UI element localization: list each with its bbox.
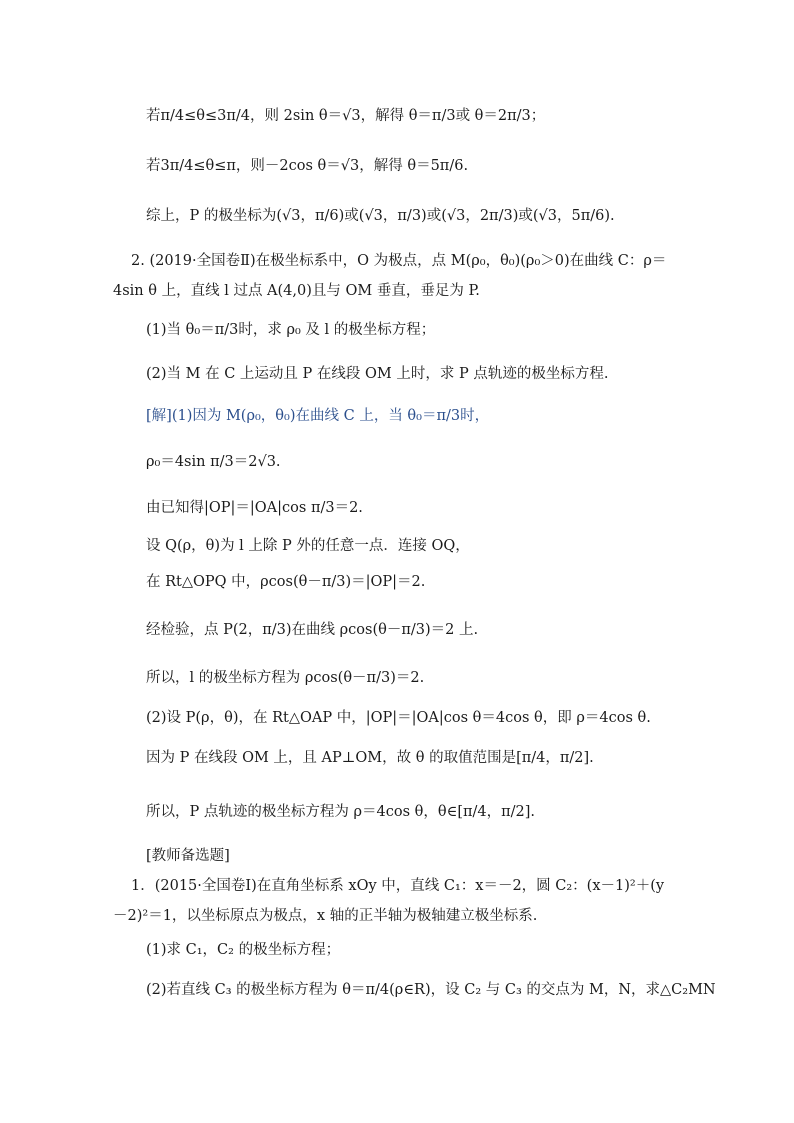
problem-statement: －2)²＝1，以坐标原点为极点，x 轴的正半轴为极轴建立极坐标系.: [113, 908, 538, 924]
problem-statement: 4sin θ 上，直线 l 过点 A(4,0)且与 OM 垂直，垂足为 P.: [113, 283, 480, 299]
solution-line: 因为 P 在线段 OM 上，且 AP⊥OM，故 θ 的取值范围是[π/4，π/2].: [146, 750, 594, 766]
sub-question: (1)求 C₁，C₂ 的极坐标方程；: [146, 942, 341, 958]
sub-question: (2)若直线 C₃ 的极坐标方程为 θ＝π/4(ρ∈R)，设 C₂ 与 C₃ 的交点为 M，N，求△C₂MN: [146, 982, 716, 998]
solution-line: 所以，l 的极坐标方程为 ρcos(θ－π/3)＝2.: [146, 670, 425, 686]
sub-question: (2)当 M 在 C 上运动且 P 在线段 OM 上时，求 P 点轨迹的极坐标方程.: [146, 366, 609, 382]
sub-question: (1)当 θ₀＝π/3时，求 ρ₀ 及 l 的极坐标方程；: [146, 322, 436, 338]
solution-line: 由已知得|OP|＝|OA|cos π/3＝2.: [146, 500, 363, 516]
problem-statement: 1．(2015·全国卷Ⅰ)在直角坐标系 xOy 中，直线 C₁：x＝－2，圆 C₂：(x－1)²＋(y: [131, 878, 665, 894]
section-label: [教师备选题]: [146, 848, 230, 864]
problem-statement: 2. (2019·全国卷Ⅱ)在极坐标系中，O 为极点，点 M(ρ₀，θ₀)(ρ₀＞0)在曲线 C：ρ＝: [131, 253, 667, 269]
text-line: 若3π/4≤θ≤π，则－2cos θ＝√3，解得 θ＝5π/6.: [146, 158, 469, 174]
solution-line: [解](1)因为 M(ρ₀，θ₀)在曲线 C 上，当 θ₀＝π/3时，: [146, 408, 490, 424]
text-line: 若π/4≤θ≤3π/4，则 2sin θ＝√3，解得 θ＝π/3或 θ＝2π/3；: [146, 108, 546, 124]
solution-line: 经检验，点 P(2，π/3)在曲线 ρcos(θ－π/3)＝2 上.: [146, 622, 479, 638]
text-line: 综上，P 的极坐标为(√3，π/6)或(√3，π/3)或(√3，2π/3)或(√3，5π/6).: [146, 208, 615, 224]
solution-line: ρ₀＝4sin π/3＝2√3.: [146, 454, 281, 470]
solution-line: 在 Rt△OPQ 中，ρcos(θ－π/3)＝|OP|＝2.: [146, 574, 426, 590]
solution-line: 所以，P 点轨迹的极坐标方程为 ρ＝4cos θ，θ∈[π/4，π/2].: [146, 804, 536, 820]
solution-line: 设 Q(ρ，θ)为 l 上除 P 外的任意一点．连接 OQ，: [146, 538, 470, 554]
solution-line: (2)设 P(ρ，θ)，在 Rt△OAP 中，|OP|＝|OA|cos θ＝4cos θ，即 ρ＝4cos θ.: [146, 710, 651, 726]
